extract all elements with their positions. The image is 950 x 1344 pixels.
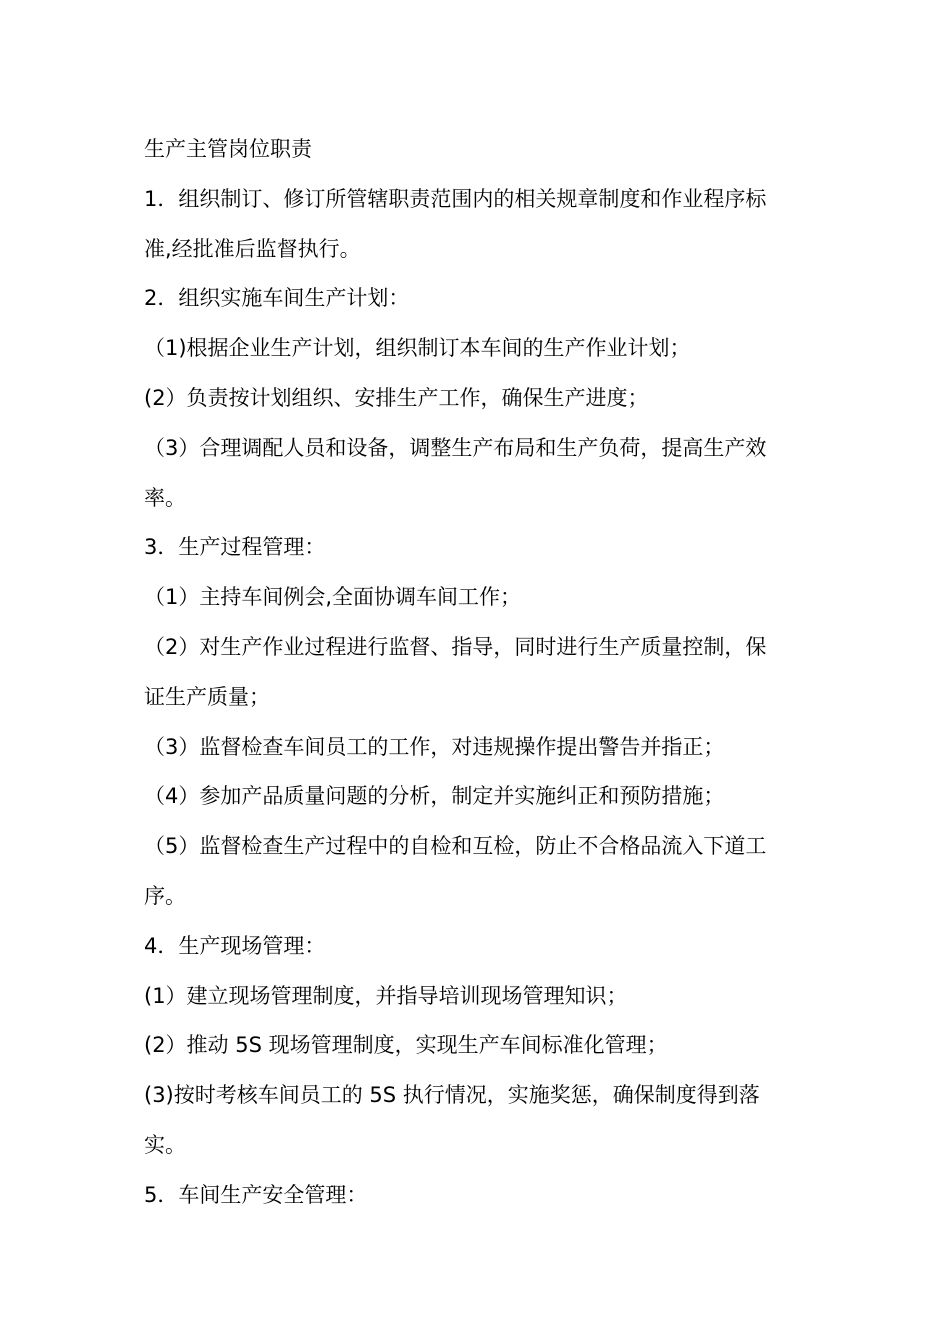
text-line: （4）参加产品质量问题的分析，制定并实施纠正和预防措施；: [144, 784, 725, 809]
text-line: 序。: [144, 883, 186, 908]
text-line: （2）对生产作业过程进行监督、指导，同时进行生产质量控制，保: [144, 634, 767, 659]
text-line: (3)按时考核车间员工的 5S 执行情况，实施奖惩，确保制度得到落: [144, 1083, 760, 1108]
section-heading: 5．车间生产安全管理：: [144, 1182, 368, 1207]
text-line: (1）建立现场管理制度，并指导培训现场管理知识；: [144, 983, 628, 1008]
text-line: 1．组织制订、修订所管辖职责范围内的相关规章制度和作业程序标: [144, 186, 767, 211]
text-line: （1)根据企业生产计划，组织制订本车间的生产作业计划；: [144, 336, 691, 361]
text-line: 率。: [144, 485, 186, 510]
document-title: 生产主管岗位职责: [144, 137, 312, 161]
text-line: （1）主持车间例会,全面协调车间工作；: [144, 585, 522, 610]
section-heading: 3．生产过程管理：: [144, 535, 326, 560]
text-line: 实。: [144, 1132, 186, 1157]
section-heading: 2．组织实施车间生产计划：: [144, 286, 410, 311]
text-line: （3）合理调配人员和设备，调整生产布局和生产负荷，提高生产效: [144, 435, 767, 460]
document-body: [144, 125, 810, 1221]
text-line: (2）推动 5S 现场管理制度，实现生产车间标准化管理；: [144, 1033, 668, 1058]
text-line: （3）监督检查车间员工的工作，对违规操作提出警告并指正；: [144, 734, 725, 759]
section-heading: 4．生产现场管理：: [144, 933, 326, 958]
text-line: （5）监督检查生产过程中的自检和互检，防止不合格品流入下道工: [144, 834, 767, 859]
text-line: 证生产质量；: [144, 684, 270, 709]
text-line: 准,经批准后监督执行。: [144, 236, 361, 261]
text-line: (2）负责按计划组织、安排生产工作，确保生产进度；: [144, 385, 649, 410]
